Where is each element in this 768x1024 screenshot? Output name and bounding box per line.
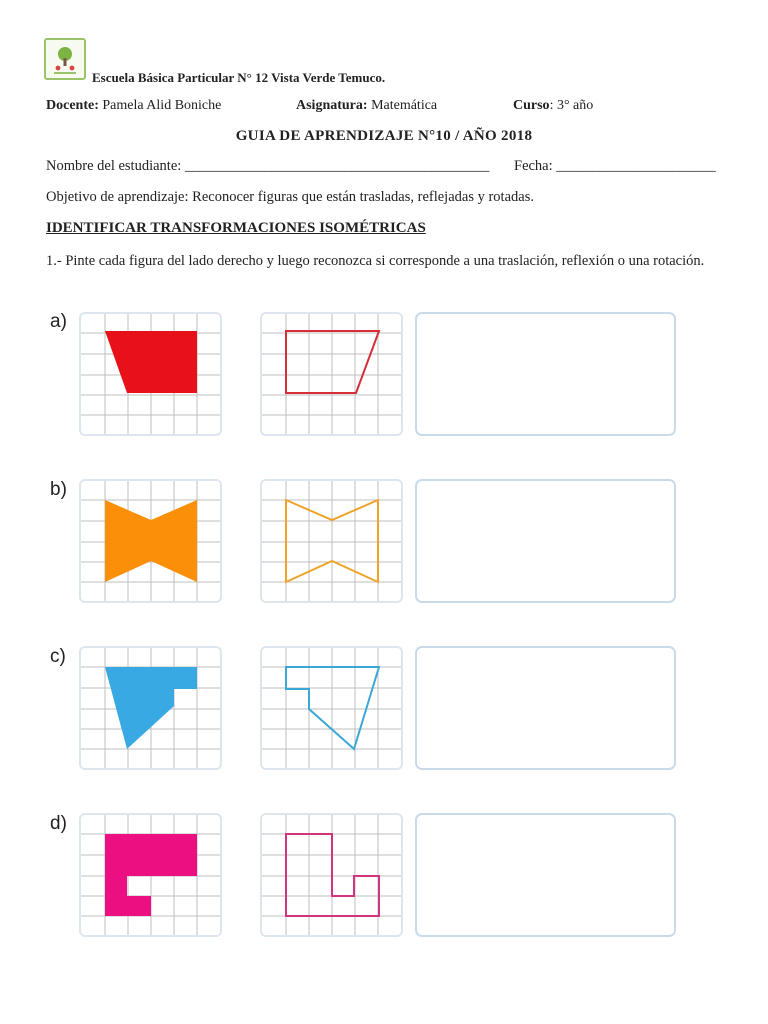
teacher-label: Docente: <box>46 98 99 113</box>
exercise-c-answer-box[interactable] <box>415 646 676 770</box>
exercise-a-transformed-card[interactable] <box>260 312 403 436</box>
exercise-d-label: d) <box>50 813 67 834</box>
teacher-value: Pamela Alid Boniche <box>102 98 222 113</box>
school-name: Escuela Básica Particular N° 12 Vista Verde Temuco. <box>92 70 386 85</box>
instruction-text: 1.- Pinte cada figura del lado derecho y luego reconozca si corresponde a una traslación, reflexión o una rotación. <box>46 253 705 269</box>
student-name-label: Nombre del estudiante: <box>46 158 182 174</box>
subject-field <box>296 98 437 114</box>
grade-label: Curso <box>513 98 550 113</box>
exercise-d-answer-box[interactable] <box>415 813 676 937</box>
learning-objective: Objetivo de aprendizaje: Reconocer figuras que están trasladas, reflejadas y rotadas. <box>46 189 534 205</box>
exercise-d-original-shape <box>105 834 197 916</box>
exercise-d-transformed-card[interactable] <box>260 813 403 937</box>
grade-field <box>513 98 593 114</box>
grade-value: : 3° año <box>549 98 594 113</box>
exercise-c-original-figure <box>81 648 220 768</box>
exercise-a-original-figure <box>81 314 220 434</box>
exercise-b-answer-box[interactable] <box>415 479 676 603</box>
exercise-a-original-shape <box>105 331 197 393</box>
exercise-c-transformed-figure[interactable] <box>262 648 401 768</box>
grid-lines <box>262 481 401 601</box>
date-label: Fecha: <box>514 158 553 174</box>
page-title: GUIA DE APRENDIZAJE N°10 / AÑO 2018 <box>235 128 533 144</box>
date-blank[interactable]: ______________________ <box>556 158 716 174</box>
teacher-field <box>46 98 221 114</box>
section-heading: IDENTIFICAR TRANSFORMACIONES ISOMÉTRICAS <box>46 220 426 236</box>
exercise-c-original-card <box>79 646 222 770</box>
exercise-a-transformed-figure[interactable] <box>262 314 401 434</box>
exercise-b-original-figure <box>81 481 220 601</box>
student-name-field[interactable] <box>46 158 489 175</box>
exercise-c-transformed-card[interactable] <box>260 646 403 770</box>
exercise-a-original-card <box>79 312 222 436</box>
exercise-a-answer-box[interactable] <box>415 312 676 436</box>
exercise-b-transformed-figure[interactable] <box>262 481 401 601</box>
exercise-b-original-card <box>79 479 222 603</box>
exercise-d-transformed-figure[interactable] <box>262 815 401 935</box>
date-field[interactable] <box>514 158 716 175</box>
student-name-blank[interactable]: __________________________________________ <box>184 158 490 174</box>
exercise-c-label: c) <box>50 646 66 667</box>
exercise-d-original-figure <box>81 815 220 935</box>
exercise-b-transformed-card[interactable] <box>260 479 403 603</box>
exercise-a-label: a) <box>50 311 67 332</box>
school-crest-icon <box>46 40 84 78</box>
subject-value: Matemática <box>371 98 438 113</box>
exercise-d-original-card <box>79 813 222 937</box>
subject-label: Asignatura: <box>296 98 368 113</box>
exercise-b-label: b) <box>50 479 67 500</box>
school-logo <box>44 38 86 80</box>
